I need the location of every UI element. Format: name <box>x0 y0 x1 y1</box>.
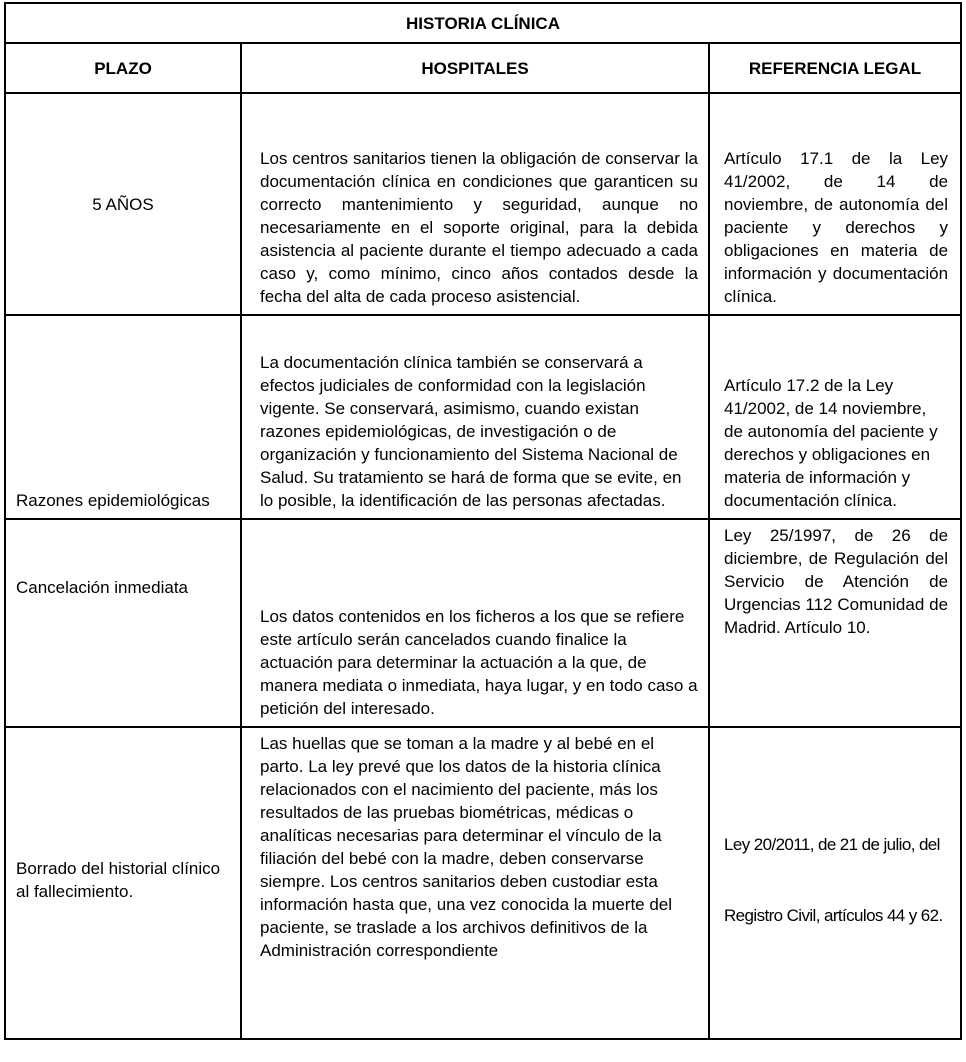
plazo-cell: Cancelación inmediata <box>5 519 241 727</box>
header-plazo: PLAZO <box>5 43 241 93</box>
table-row <box>5 519 961 727</box>
hospitales-cell: Los datos contenidos en los ficheros a los que se refiere este artículo serán cancelados cuando finalice la actuación para determinar la actuación a la que, de manera mediata o inmediata, haya lugar, y en todo caso a petición del interesado. <box>241 519 709 727</box>
referencia-cell: Artículo 17.1 de la Ley 41/2002, de 14 de noviembre, de autonomía del paciente y derechos y obligaciones en materia de información y documentación clínica. <box>709 93 961 315</box>
table-title: HISTORIA CLÍNICA <box>5 3 961 43</box>
plazo-cell: Borrado del historial clínico al fallecimiento. <box>5 727 241 1039</box>
header-referencia-legal: REFERENCIA LEGAL <box>709 43 961 93</box>
referencia-line-2: Registro Civil, artículos 44 y 62. <box>724 906 943 925</box>
table-row <box>5 727 961 1039</box>
table-row <box>5 315 961 519</box>
referencia-cell <box>709 727 961 1039</box>
table-row <box>5 93 961 315</box>
referencia-cell: Artículo 17.2 de la Ley 41/2002, de 14 noviembre, de autonomía del paciente y derechos y obligaciones en materia de información y documentación clínica. <box>709 315 961 519</box>
spacer <box>724 856 948 904</box>
header-hospitales: HOSPITALES <box>241 43 709 93</box>
historia-clinica-table <box>4 2 962 1040</box>
hospitales-cell: Los centros sanitarios tienen la obligación de conservar la documentación clínica en condiciones que garanticen su correcto mantenimiento y seguridad, aunque no necesariamente en el soporte original, para la debida asistencia al paciente durante el tiempo adecuado a cada caso y, como mínimo, cinco años contados desde la fecha del alta de cada proceso asistencial. <box>241 93 709 315</box>
plazo-cell: 5 AÑOS <box>5 93 241 315</box>
referencia-line-1: Ley 20/2011, de 21 de julio, del <box>724 835 940 854</box>
hospitales-cell: La documentación clínica también se conservará a efectos judiciales de conformidad con la legislación vigente. Se conservará, asimismo, cuando existan razones epidemiológicas, de investigación o de organización y funcionamiento del Sistema Nacional de Salud. Su tratamiento se hará de forma que se evite, en lo posible, la identificación de las personas afectadas. <box>241 315 709 519</box>
plazo-cell: Razones epidemiológicas <box>5 315 241 519</box>
hospitales-cell: Las huellas que se toman a la madre y al bebé en el parto. La ley prevé que los datos de la historia clínica relacionados con el nacimiento del paciente, más los resultados de las pruebas biométricas, médicas o analíticas necesarias para determinar el vínculo de la filiación del bebé con la madre, deben conservarse siempre. Los centros sanitarios deben custodiar esta información hasta que, una vez conocida la muerte del paciente, se traslade a los archivos definitivos de la Administración correspondiente <box>241 727 709 1039</box>
referencia-cell: Ley 25/1997, de 26 de diciembre, de Regulación del Servicio de Atención de Urgencias 112 Comunidad de Madrid. Artículo 10. <box>709 519 961 727</box>
